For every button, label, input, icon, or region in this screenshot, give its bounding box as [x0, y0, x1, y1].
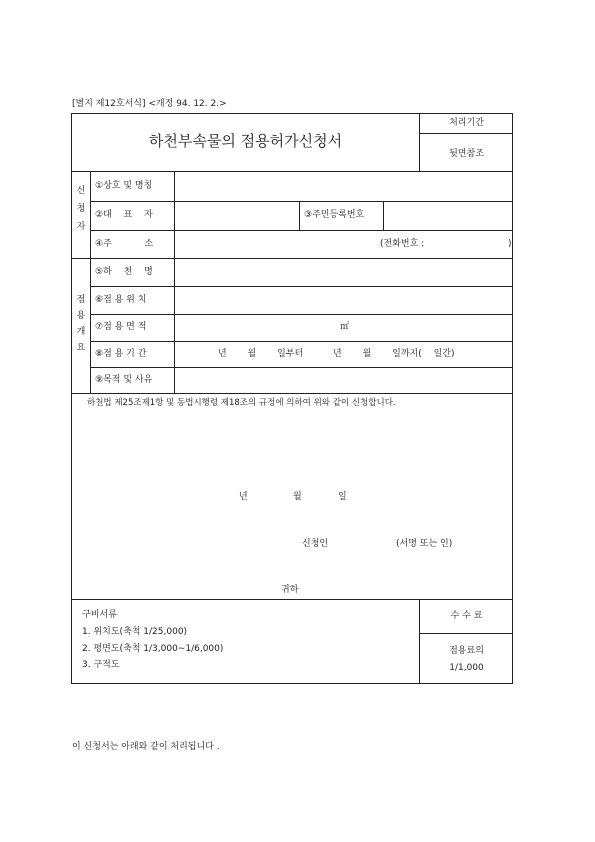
processing-period-label: 처리기간	[449, 118, 484, 128]
form-number-note: [별지 제12호서식] <개정 94. 12. 2.>	[72, 99, 227, 109]
purpose-field[interactable]	[175, 368, 512, 393]
business-name-label: ①상호 및 명칭	[95, 181, 153, 191]
phone-close-paren: )	[508, 239, 512, 249]
required-documents-title: 구비서류	[82, 610, 117, 620]
date-month: 월	[293, 492, 302, 502]
fee-rate: 1/1,000	[449, 663, 484, 673]
representative-field[interactable]	[175, 202, 298, 230]
resident-number-field[interactable]	[384, 202, 512, 230]
fee-description: 점용료의	[449, 646, 484, 656]
signature-placeholder[interactable]: (서명 또는 인)	[396, 539, 453, 549]
occupation-period-field[interactable]: 년 월 일부터 년 월 일까지( 일간)	[218, 349, 455, 359]
resident-number-label: ③주민등록번호	[304, 210, 365, 220]
phone-label: (전화번호 :	[380, 239, 425, 249]
date-year: 년	[239, 492, 248, 502]
river-name-field[interactable]	[175, 259, 512, 286]
address-label: ④주 소	[95, 239, 154, 249]
business-name-field[interactable]	[175, 172, 512, 201]
applicant-section-label: 신 청 자	[76, 186, 86, 232]
purpose-label: ⑨목적 및 사유	[95, 375, 153, 385]
occupation-area-label: ⑦점 용 면 적	[95, 322, 147, 332]
occupation-section-label: 점 용 개 요	[76, 295, 86, 353]
occupation-location-field[interactable]	[175, 287, 512, 314]
applicant-signature-label: 신청인	[302, 539, 329, 549]
declaration-text: 하천법 제25조제1항 및 동법시행령 제18조의 규정에 의하여 위와 같이 신청합니다.	[87, 398, 396, 408]
area-unit: ㎡	[340, 322, 350, 332]
processing-period-value: 뒷면참조	[449, 149, 484, 159]
required-document-item: 3. 구적도	[82, 660, 120, 670]
address-field[interactable]	[175, 231, 375, 258]
fee-label: 수 수 료	[450, 611, 483, 621]
addressee: 귀하	[281, 585, 299, 595]
representative-label: ②대 표 자	[95, 210, 153, 220]
required-document-item: 1. 위치도(축척 1/25,000)	[82, 627, 188, 637]
occupation-period-label: ⑧점 용 기 간	[95, 349, 147, 359]
required-document-item: 2. 평면도(축척 1/3,000∼1/6,000)	[82, 644, 224, 654]
footer-note: 이 신청서는 아래와 같이 처리됩니다 .	[72, 742, 220, 752]
form-title: 하천부속물의 점용허가신청서	[148, 132, 343, 150]
date-day: 일	[338, 492, 347, 502]
river-name-label: ⑤하 천 명	[95, 267, 153, 277]
occupation-location-label: ⑥점 용 위 치	[95, 295, 147, 305]
